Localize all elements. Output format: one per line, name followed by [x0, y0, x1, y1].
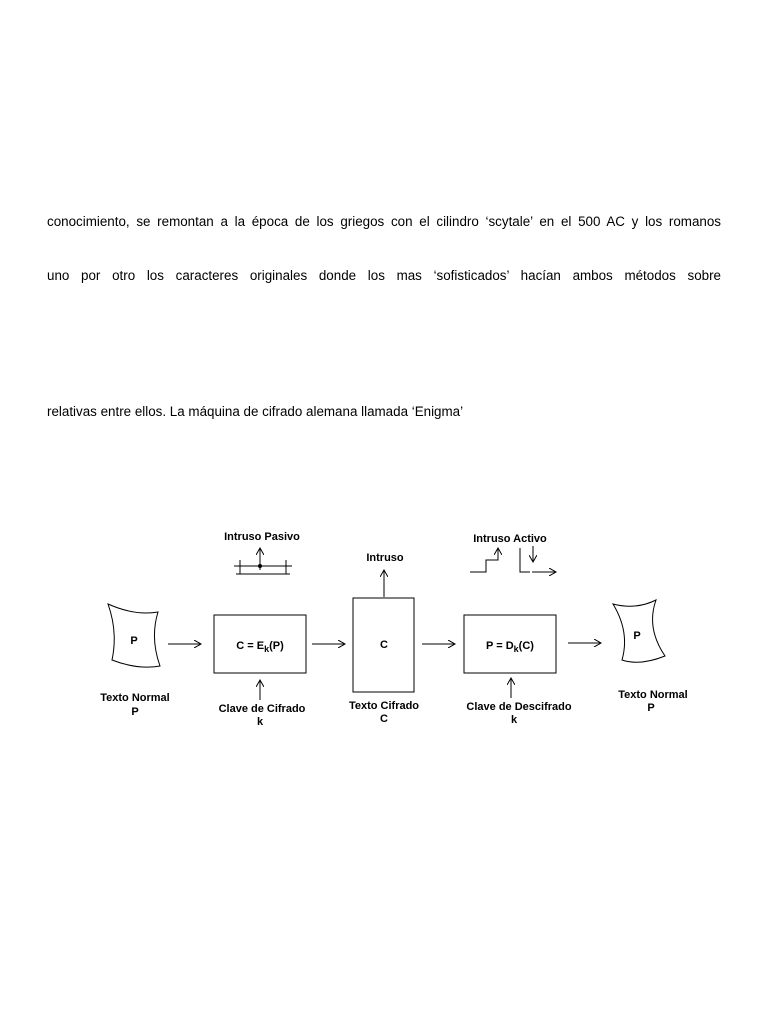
paragraph-line-1: conocimiento, se remontan a la época de los griegos con el cilindro ‘scytale’ en el 500 AC y los romanos — [47, 214, 721, 229]
texto-normal-right-sub: P — [647, 702, 655, 714]
texto-normal-left-sub: P — [131, 706, 139, 718]
svg-text:P: P — [130, 635, 138, 647]
texto-cifrado-sub: C — [380, 713, 388, 725]
passive-tap-icon — [234, 548, 292, 574]
paragraph-line-3: relativas entre ellos. La máquina de cifrado alemana llamada ‘Enigma’ — [47, 404, 464, 419]
cryptography-diagram — [0, 500, 768, 740]
paragraph-line-2: uno por otro los caracteres originales donde los mas ‘sofisticados’ hacían ambos métodos sobre — [47, 268, 721, 283]
active-tap-icon — [470, 546, 556, 572]
clave-descifrado-label: Clave de Descifrado — [466, 701, 572, 713]
intruso-activo-label: Intruso Activo — [473, 533, 547, 545]
svg-text:P: P — [633, 630, 641, 642]
clave-cifrado-sub: k — [256, 716, 264, 728]
intruso-label: Intruso — [366, 552, 404, 564]
ciphertext-box-label: C — [380, 639, 388, 651]
texto-normal-left-label: Texto Normal — [100, 692, 170, 704]
plaintext-page-left-icon — [108, 604, 160, 667]
decrypt-formula: $P = D_k(C)$ — [486, 640, 534, 654]
intruso-pasivo-label: Intruso Pasivo — [224, 531, 300, 543]
clave-descifrado-sub: k — [510, 714, 518, 726]
texto-normal-right-label: Texto Normal — [618, 689, 688, 701]
plaintext-page-right-icon — [613, 600, 665, 662]
clave-cifrado-label: Clave de Cifrado — [218, 703, 306, 715]
texto-cifrado-label: Texto Cifrado — [348, 700, 420, 712]
encrypt-formula: $C = E_k(P)$ — [236, 640, 284, 654]
